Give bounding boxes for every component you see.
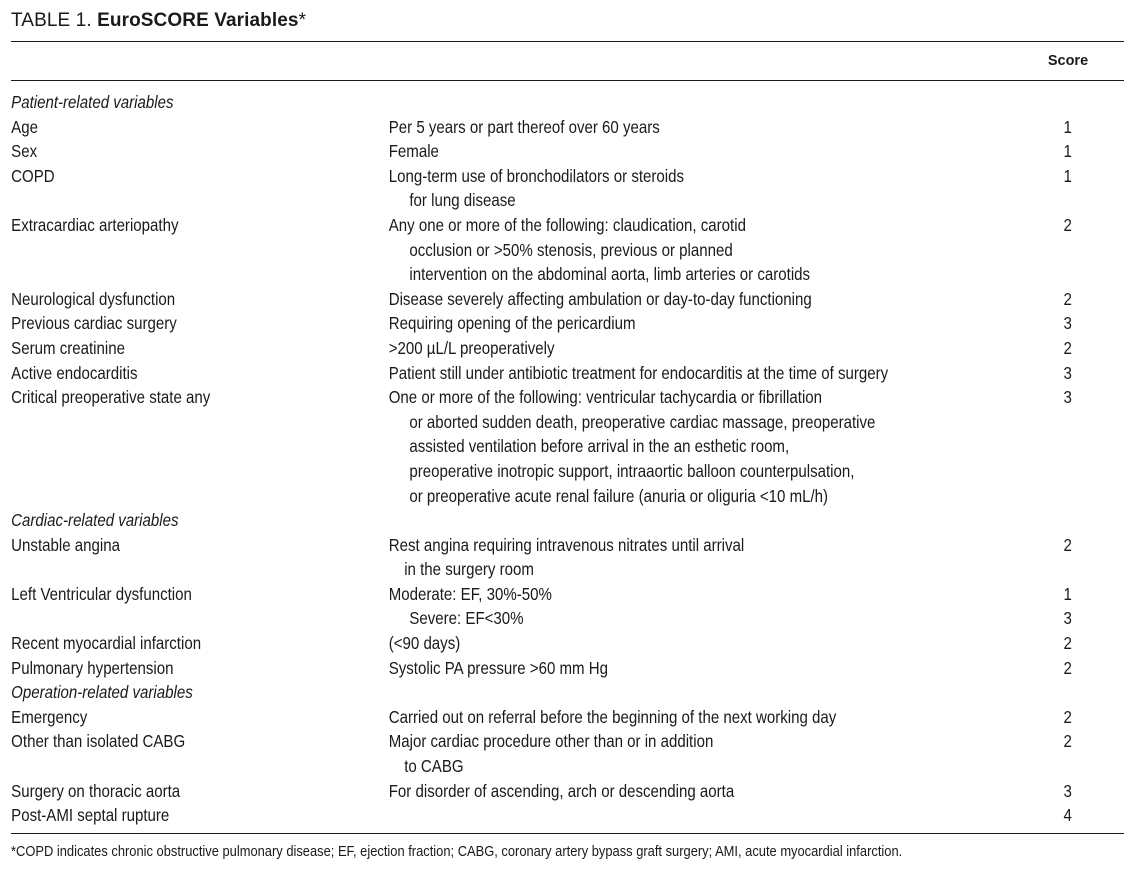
variable-name: Serum creatinine — [11, 337, 125, 358]
variable-name: Active endocarditis — [11, 362, 138, 383]
variable-name: Critical preoperative state any — [11, 387, 211, 408]
variable-definition: Female — [388, 141, 439, 162]
score-value: 2 — [1063, 337, 1072, 358]
footnote-marker: * — [298, 10, 307, 31]
table-row — [0, 705, 1130, 730]
table-row — [0, 164, 1130, 213]
bottom-rule — [11, 833, 1124, 834]
table-title — [11, 9, 306, 33]
section-header-patient: Patient-related variables — [11, 92, 174, 112]
variable-definition: Disease severely affecting ambulation or day-to-day functioning — [388, 288, 812, 309]
score-value: 3 — [1063, 313, 1072, 334]
variable-definition: Moderate: EF, 30%-50% — [388, 583, 552, 604]
table-row — [0, 631, 1130, 656]
variable-definition: Per 5 years or part thereof over 60 years — [388, 116, 660, 137]
table-caption: EuroSCORE Variables — [97, 10, 299, 31]
table-row — [0, 287, 1130, 312]
variable-name: COPD — [11, 165, 55, 186]
variable-name: Neurological dysfunction — [11, 288, 176, 309]
table-row — [0, 729, 1130, 778]
table-body — [0, 90, 1130, 828]
variable-name: Age — [11, 116, 38, 137]
variable-name: Post-AMI septal rupture — [11, 805, 170, 826]
variable-name: Left Ventricular dysfunction — [11, 583, 192, 604]
variable-name: Sex — [11, 141, 38, 162]
variable-name: Previous cardiac surgery — [11, 313, 177, 334]
variable-definition: Systolic PA pressure >60 mm Hg — [388, 657, 609, 678]
table-row — [0, 361, 1130, 386]
score-value: 2 — [1063, 534, 1072, 555]
table-row — [0, 385, 1130, 508]
table-row — [0, 606, 1130, 631]
table-row — [0, 139, 1130, 164]
variable-definition: Rest angina requiring intravenous nitrates until arrival in the surgery room — [388, 534, 745, 580]
variable-definition: Major cardiac procedure other than or in addition to CABG — [388, 731, 714, 777]
score-value: 4 — [1063, 805, 1072, 826]
variable-definition: For disorder of ascending, arch or descending aorta — [388, 780, 735, 801]
table-row — [0, 311, 1130, 336]
top-rule — [11, 41, 1124, 42]
variable-name: Recent myocardial infarction — [11, 633, 202, 654]
table-row — [0, 779, 1130, 804]
score-value: 2 — [1063, 706, 1072, 727]
variable-definition: >200 µL/L preoperatively — [388, 337, 555, 358]
score-column-header: Score — [1047, 53, 1089, 69]
variable-name: Surgery on thoracic aorta — [11, 780, 181, 801]
score-value: 2 — [1063, 657, 1072, 678]
table-row — [0, 115, 1130, 140]
variable-definition: Any one or more of the following: claudication, carotid occlusion or >50% stenosis, previous or planned intervention on the abdominal aorta, limb arteries or carotids — [388, 214, 811, 285]
variable-name: Other than isolated CABG — [11, 731, 186, 752]
variable-definition: Long-term use of bronchodilators or steroids for lung disease — [388, 165, 685, 211]
variable-definition: Patient still under antibiotic treatment for endocarditis at the time of surgery — [388, 362, 889, 383]
score-value: 2 — [1063, 633, 1072, 654]
variable-definition: Requiring opening of the pericardium — [388, 313, 636, 334]
score-value: 2 — [1063, 731, 1072, 752]
header-rule — [11, 80, 1124, 81]
score-value: 3 — [1063, 362, 1072, 383]
variable-name: Extracardiac arteriopathy — [11, 214, 179, 235]
table-row — [0, 213, 1130, 287]
score-value: 1 — [1063, 165, 1072, 186]
score-value: 2 — [1063, 214, 1072, 235]
score-value: 3 — [1063, 387, 1072, 408]
score-value: 1 — [1063, 583, 1072, 604]
variable-name: Emergency — [11, 706, 88, 727]
table-row — [0, 533, 1130, 582]
table-footnote: *COPD indicates chronic obstructive pulmonary disease; EF, ejection fraction; CABG, coronary artery bypass graft surgery; AMI, acute myocardial infarction. — [11, 843, 903, 860]
table-row — [0, 336, 1130, 361]
variable-definition: Carried out on referral before the beginning of the next working day — [388, 706, 837, 727]
score-value: 1 — [1063, 141, 1072, 162]
variable-definition: (<90 days) — [388, 633, 461, 654]
variable-name: Pulmonary hypertension — [11, 657, 174, 678]
table-row — [0, 582, 1130, 607]
variable-definition — [389, 803, 1130, 828]
variable-definition: Severe: EF<30% — [409, 608, 524, 629]
variable-definition: One or more of the following: ventricular tachycardia or fibrillation or aborted sudden death, preoperative cardiac massage, preoperative assisted ventilation before arrival in the an esthetic room, preoperative inotropic support, intraaortic balloon counterpulsation, or preoperative acute renal failure (anuria or oliguria <10 mL/h) — [388, 387, 876, 506]
table-row — [0, 803, 1130, 828]
score-value: 1 — [1063, 116, 1072, 137]
score-value: 3 — [1063, 608, 1072, 629]
table-row — [0, 656, 1130, 681]
section-header-operation: Operation-related variables — [11, 682, 193, 703]
section-header-cardiac: Cardiac-related variables — [11, 510, 179, 531]
score-value: 3 — [1063, 780, 1072, 801]
score-value: 2 — [1063, 288, 1072, 309]
variable-name: Unstable angina — [11, 534, 120, 555]
table-number: TABLE 1. — [11, 10, 92, 31]
